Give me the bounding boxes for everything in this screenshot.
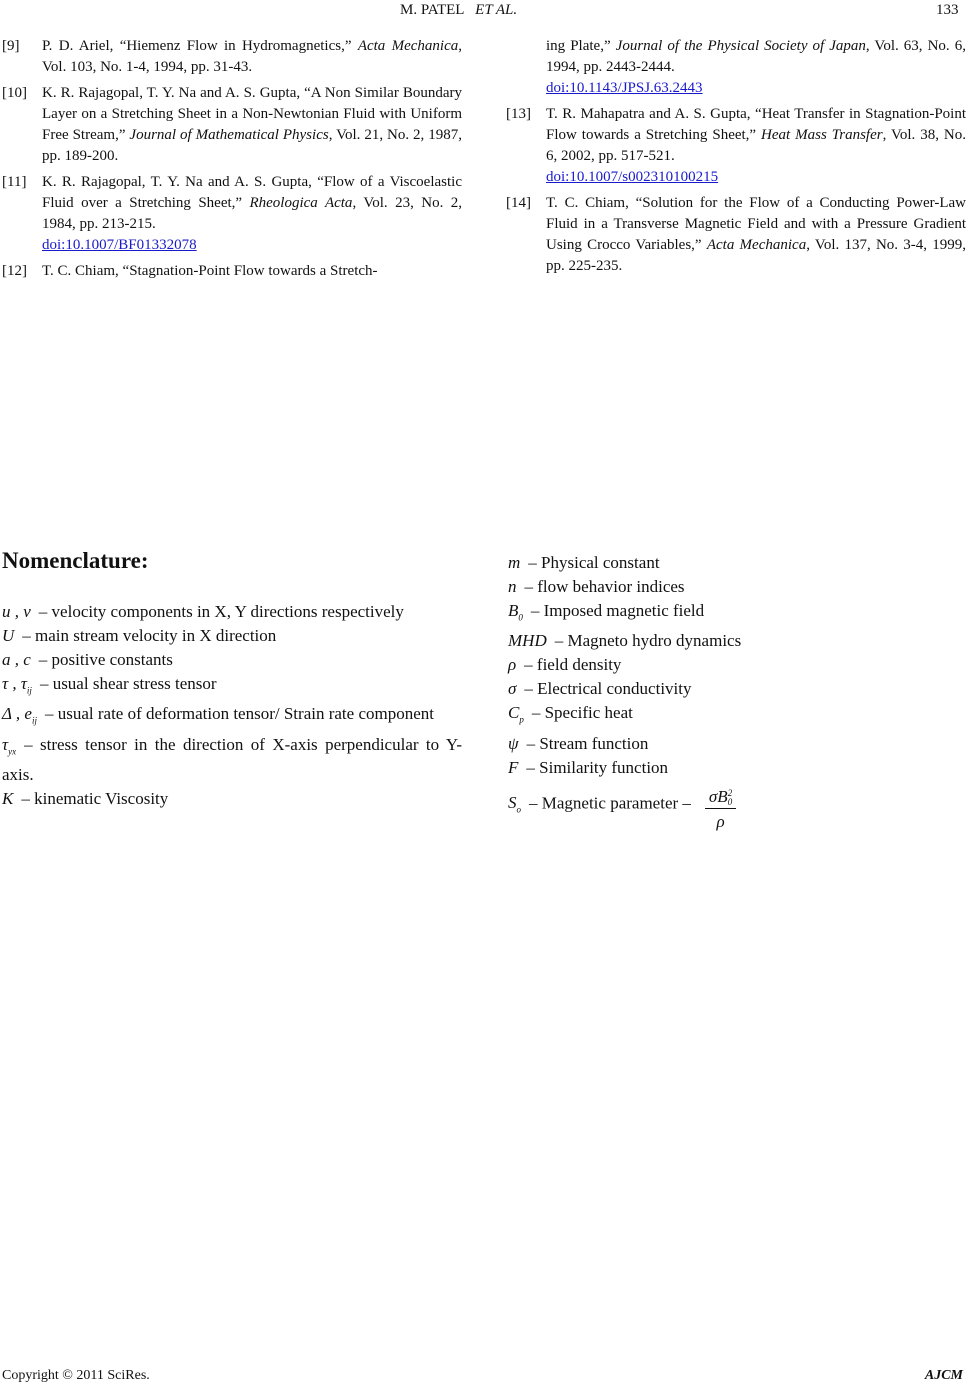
symbol-subscript: ij bbox=[26, 685, 32, 696]
symbol-base: MHD bbox=[508, 631, 547, 651]
nomenclature-left bbox=[2, 600, 462, 811]
nomenclature-entry bbox=[2, 648, 462, 672]
symbol-subscript: yx bbox=[8, 746, 17, 757]
reference-journal: Acta Mechanica bbox=[706, 237, 807, 253]
journal-abbrev: AJCM bbox=[924, 1368, 963, 1383]
formula-numerator-base: σB bbox=[708, 786, 728, 806]
reference-journal: Acta Mechanica bbox=[357, 38, 459, 54]
nomenclature-entry bbox=[2, 672, 462, 702]
nomenclature-entry bbox=[508, 780, 908, 829]
nomenclature-description: – stress tensor in the direction of X-axis perpendicular to Y-axis. bbox=[2, 734, 462, 785]
nomenclature-symbol bbox=[508, 677, 516, 701]
reference-journal: Heat Mass Transfer bbox=[761, 127, 883, 143]
reference-text: , Vol. 21, No. 2, 1987, pp. 189-200. bbox=[42, 127, 462, 164]
reference-journal: Journal of the Physical Society of Japan bbox=[615, 38, 866, 54]
nomenclature-entry bbox=[508, 575, 908, 599]
reference-text: , Vol. 23, No. 2, 1984, pp. 213-215. bbox=[42, 195, 462, 232]
reference-number: [11] bbox=[2, 174, 27, 190]
reference-text: , Vol. 63, No. 6, 1994, pp. 2443-2444. bbox=[546, 38, 966, 75]
symbol-base: u , v bbox=[2, 602, 31, 621]
nomenclature-symbol bbox=[508, 791, 521, 821]
doi-link[interactable]: doi:10.1143/JPSJ.63.2443 bbox=[546, 80, 703, 96]
nomenclature-entry bbox=[508, 551, 908, 575]
doi-link[interactable]: doi:10.1007/s002310100215 bbox=[546, 169, 719, 185]
reference-text: P. D. Ariel, “Hiemenz Flow in Hydromagnetics,” bbox=[42, 38, 358, 54]
header-etal: ET AL. bbox=[475, 2, 518, 18]
nomenclature-entry bbox=[508, 599, 908, 629]
symbol-base: U bbox=[2, 626, 15, 645]
symbol-base: ψ bbox=[508, 733, 519, 753]
symbol-base: σ bbox=[508, 679, 517, 699]
formula-denominator: ρ bbox=[716, 811, 725, 831]
nomenclature-symbol bbox=[508, 599, 523, 629]
reference-item bbox=[2, 83, 462, 167]
formula-sub: 0 bbox=[727, 796, 733, 807]
nomenclature-symbol bbox=[508, 756, 518, 780]
nomenclature-description: – field density bbox=[524, 655, 622, 675]
symbol-base: B bbox=[508, 601, 519, 620]
nomenclature-entry bbox=[508, 732, 908, 756]
symbol-subscript: ij bbox=[31, 715, 37, 726]
nomenclature-symbol bbox=[2, 648, 31, 672]
nomenclature-description: – positive constants bbox=[38, 650, 173, 669]
nomenclature-symbol bbox=[2, 600, 31, 624]
nomenclature-description: – usual shear stress tensor bbox=[39, 674, 217, 693]
nomenclature-right bbox=[508, 551, 908, 829]
copyright: Copyright © 2011 SciRes. bbox=[2, 1368, 150, 1383]
nomenclature-entry bbox=[2, 702, 462, 732]
symbol-base: F bbox=[508, 757, 519, 777]
page-number: 133 bbox=[936, 2, 959, 18]
symbol-base: C bbox=[508, 703, 520, 723]
running-header-author bbox=[400, 2, 517, 19]
nomenclature-entry bbox=[2, 733, 462, 787]
nomenclature-entry bbox=[508, 653, 908, 677]
nomenclature-description: – flow behavior indices bbox=[524, 577, 685, 596]
reference-text: T. R. Mahapatra and A. S. Gupta, “Heat Transfer in Stagnation-Point Flow towards a Stretching Sheet,” bbox=[546, 106, 966, 143]
reference-number: [14] bbox=[506, 195, 531, 211]
reference-journal: Journal of Mathematical Physics bbox=[129, 127, 329, 143]
symbol-base: τ , τ bbox=[2, 674, 27, 693]
symbol-base: S bbox=[508, 793, 517, 813]
symbol-base: τ bbox=[2, 734, 9, 754]
nomenclature-entry bbox=[2, 787, 462, 811]
nomenclature-description: – kinematic Viscosity bbox=[21, 789, 169, 809]
symbol-subscript: 0 bbox=[518, 612, 523, 623]
symbol-subscript: p bbox=[519, 714, 524, 725]
nomenclature-entry bbox=[508, 629, 908, 653]
nomenclature-description: – usual rate of deformation tensor/ Strain rate component bbox=[44, 704, 434, 724]
references-left-column bbox=[2, 36, 462, 287]
reference-text: K. R. Rajagopal, T. Y. Na and A. S. Gupta, “A Non Similar Boundary Layer on a Stretching Sheet in a Non-Newtonian Fluid with Uniform Free Stream,” bbox=[42, 85, 462, 143]
reference-item bbox=[506, 36, 966, 99]
nomenclature-symbol bbox=[508, 629, 547, 653]
symbol-base: K bbox=[2, 789, 14, 809]
reference-item bbox=[506, 193, 966, 277]
symbol-base: m bbox=[508, 553, 521, 572]
magnetic-parameter-formula bbox=[705, 786, 736, 835]
reference-text: T. C. Chiam, “Stagnation-Point Flow towards a Stretch- bbox=[42, 263, 378, 279]
reference-number: [10] bbox=[2, 85, 27, 101]
nomenclature-heading: Nomenclature: bbox=[2, 548, 149, 573]
nomenclature-description: – Similarity function bbox=[526, 757, 669, 777]
reference-item bbox=[2, 261, 462, 282]
nomenclature-symbol bbox=[508, 732, 519, 756]
nomenclature-entry bbox=[2, 624, 462, 648]
symbol-base: a , c bbox=[2, 650, 31, 669]
nomenclature-description: – Magneto hydro dynamics bbox=[554, 631, 742, 651]
nomenclature-entry bbox=[2, 600, 462, 624]
reference-text: K. R. Rajagopal, T. Y. Na and A. S. Gupta, “Flow of a Viscoelastic Fluid over a Stretching Sheet,” bbox=[42, 174, 462, 211]
symbol-base: ρ bbox=[508, 655, 517, 675]
nomenclature-description: – velocity components in X, Y directions respectively bbox=[38, 602, 404, 621]
reference-item bbox=[2, 36, 462, 78]
nomenclature-description: – Physical constant bbox=[528, 553, 660, 572]
reference-number: [12] bbox=[2, 263, 27, 279]
nomenclature-description: – Electrical conductivity bbox=[524, 679, 692, 699]
symbol-base: Δ , e bbox=[2, 704, 32, 724]
reference-text: , Vol. 38, No. 6, 2002, pp. 517-521. bbox=[546, 127, 966, 164]
references-right-column bbox=[506, 36, 966, 282]
reference-text: T. C. Chiam, “Solution for the Flow of a Conducting Power-Law Fluid in a Transverse Magnetic Field and with a Pressure Gradient Using Crocco Variables,” bbox=[546, 195, 966, 253]
nomenclature-entry bbox=[508, 756, 908, 780]
nomenclature-symbol bbox=[2, 624, 14, 648]
header-author: M. PATEL bbox=[400, 2, 464, 18]
reference-number: [9] bbox=[2, 38, 20, 54]
nomenclature-symbol bbox=[2, 787, 13, 811]
nomenclature-description: – Imposed magnetic field bbox=[530, 601, 705, 620]
formula-sup: 2 bbox=[727, 787, 733, 798]
formula-numerator bbox=[705, 786, 736, 809]
nomenclature-symbol bbox=[508, 701, 524, 731]
reference-journal: Rheologica Acta bbox=[249, 195, 353, 211]
nomenclature-entry bbox=[508, 701, 908, 731]
nomenclature-symbol bbox=[508, 653, 516, 677]
nomenclature-description: – Magnetic parameter – bbox=[529, 793, 691, 813]
reference-item bbox=[2, 172, 462, 256]
nomenclature-symbol bbox=[508, 551, 520, 575]
nomenclature-symbol bbox=[508, 575, 517, 599]
nomenclature-description: – main stream velocity in X direction bbox=[22, 626, 277, 645]
reference-number: [13] bbox=[506, 106, 531, 122]
reference-item bbox=[506, 104, 966, 188]
symbol-base: n bbox=[508, 577, 517, 596]
symbol-subscript: o bbox=[516, 804, 521, 815]
reference-text: , Vol. 103, No. 1-4, 1994, pp. 31-43. bbox=[42, 38, 462, 75]
nomenclature-symbol bbox=[2, 733, 16, 763]
nomenclature-symbol bbox=[2, 702, 37, 732]
nomenclature-description: – Specific heat bbox=[531, 703, 633, 723]
nomenclature-symbol bbox=[2, 672, 32, 702]
reference-text: ing Plate,” bbox=[546, 38, 616, 54]
doi-link[interactable]: doi:10.1007/BF01332078 bbox=[42, 237, 197, 253]
nomenclature-entry bbox=[508, 677, 908, 701]
nomenclature-description: – Stream function bbox=[526, 733, 649, 753]
reference-text: , Vol. 137, No. 3-4, 1999, pp. 225-235. bbox=[546, 237, 967, 274]
